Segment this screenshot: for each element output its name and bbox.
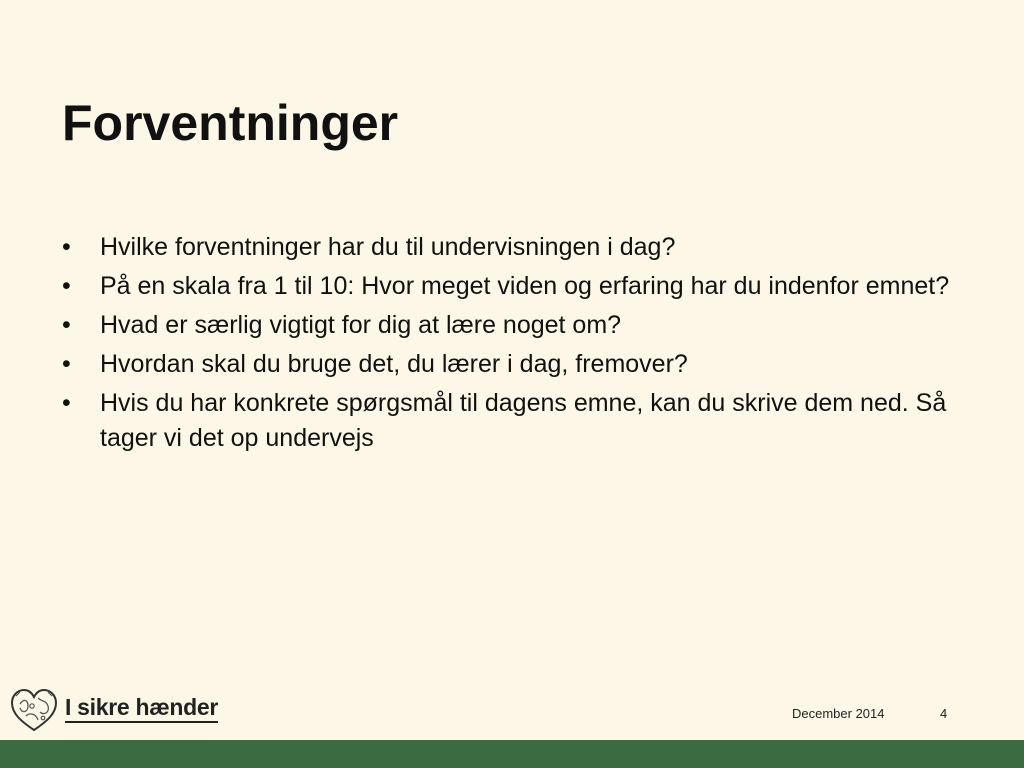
bullet-item: [62, 230, 982, 265]
bottom-band: [0, 740, 1024, 768]
heart-logo-icon: [8, 684, 60, 736]
bullet-marker: •: [62, 272, 71, 300]
bullet-text: Hvordan skal du bruge det, du lærer i dag, fremover?: [100, 350, 688, 378]
bullet-text: På en skala fra 1 til 10: Hvor meget viden og erfaring har du indenfor emnet?: [100, 272, 950, 300]
page-number: 4: [940, 706, 948, 721]
bullet-text: Hvis du har konkrete spørgsmål til dagens emne, kan du skrive dem ned. Så tager vi det op undervejs: [100, 389, 947, 452]
bullet-marker: •: [62, 350, 71, 378]
bullet-item: [62, 347, 982, 382]
logo-text: I sikre hænder: [65, 694, 218, 723]
bullet-list: [62, 230, 982, 460]
bullet-marker: •: [62, 233, 71, 261]
bullet-item: [62, 386, 982, 456]
footer-date: December 2014: [792, 706, 885, 721]
bullet-text: Hvad er særlig vigtigt for dig at lære noget om?: [100, 311, 622, 339]
bullet-item: [62, 308, 982, 343]
logo: [8, 684, 218, 736]
slide-title: Forventninger: [62, 95, 399, 151]
bullet-item: [62, 269, 982, 304]
bullet-marker: •: [62, 389, 71, 417]
bullet-text: Hvilke forventninger har du til undervisningen i dag?: [100, 233, 676, 261]
bullet-marker: •: [62, 311, 71, 339]
